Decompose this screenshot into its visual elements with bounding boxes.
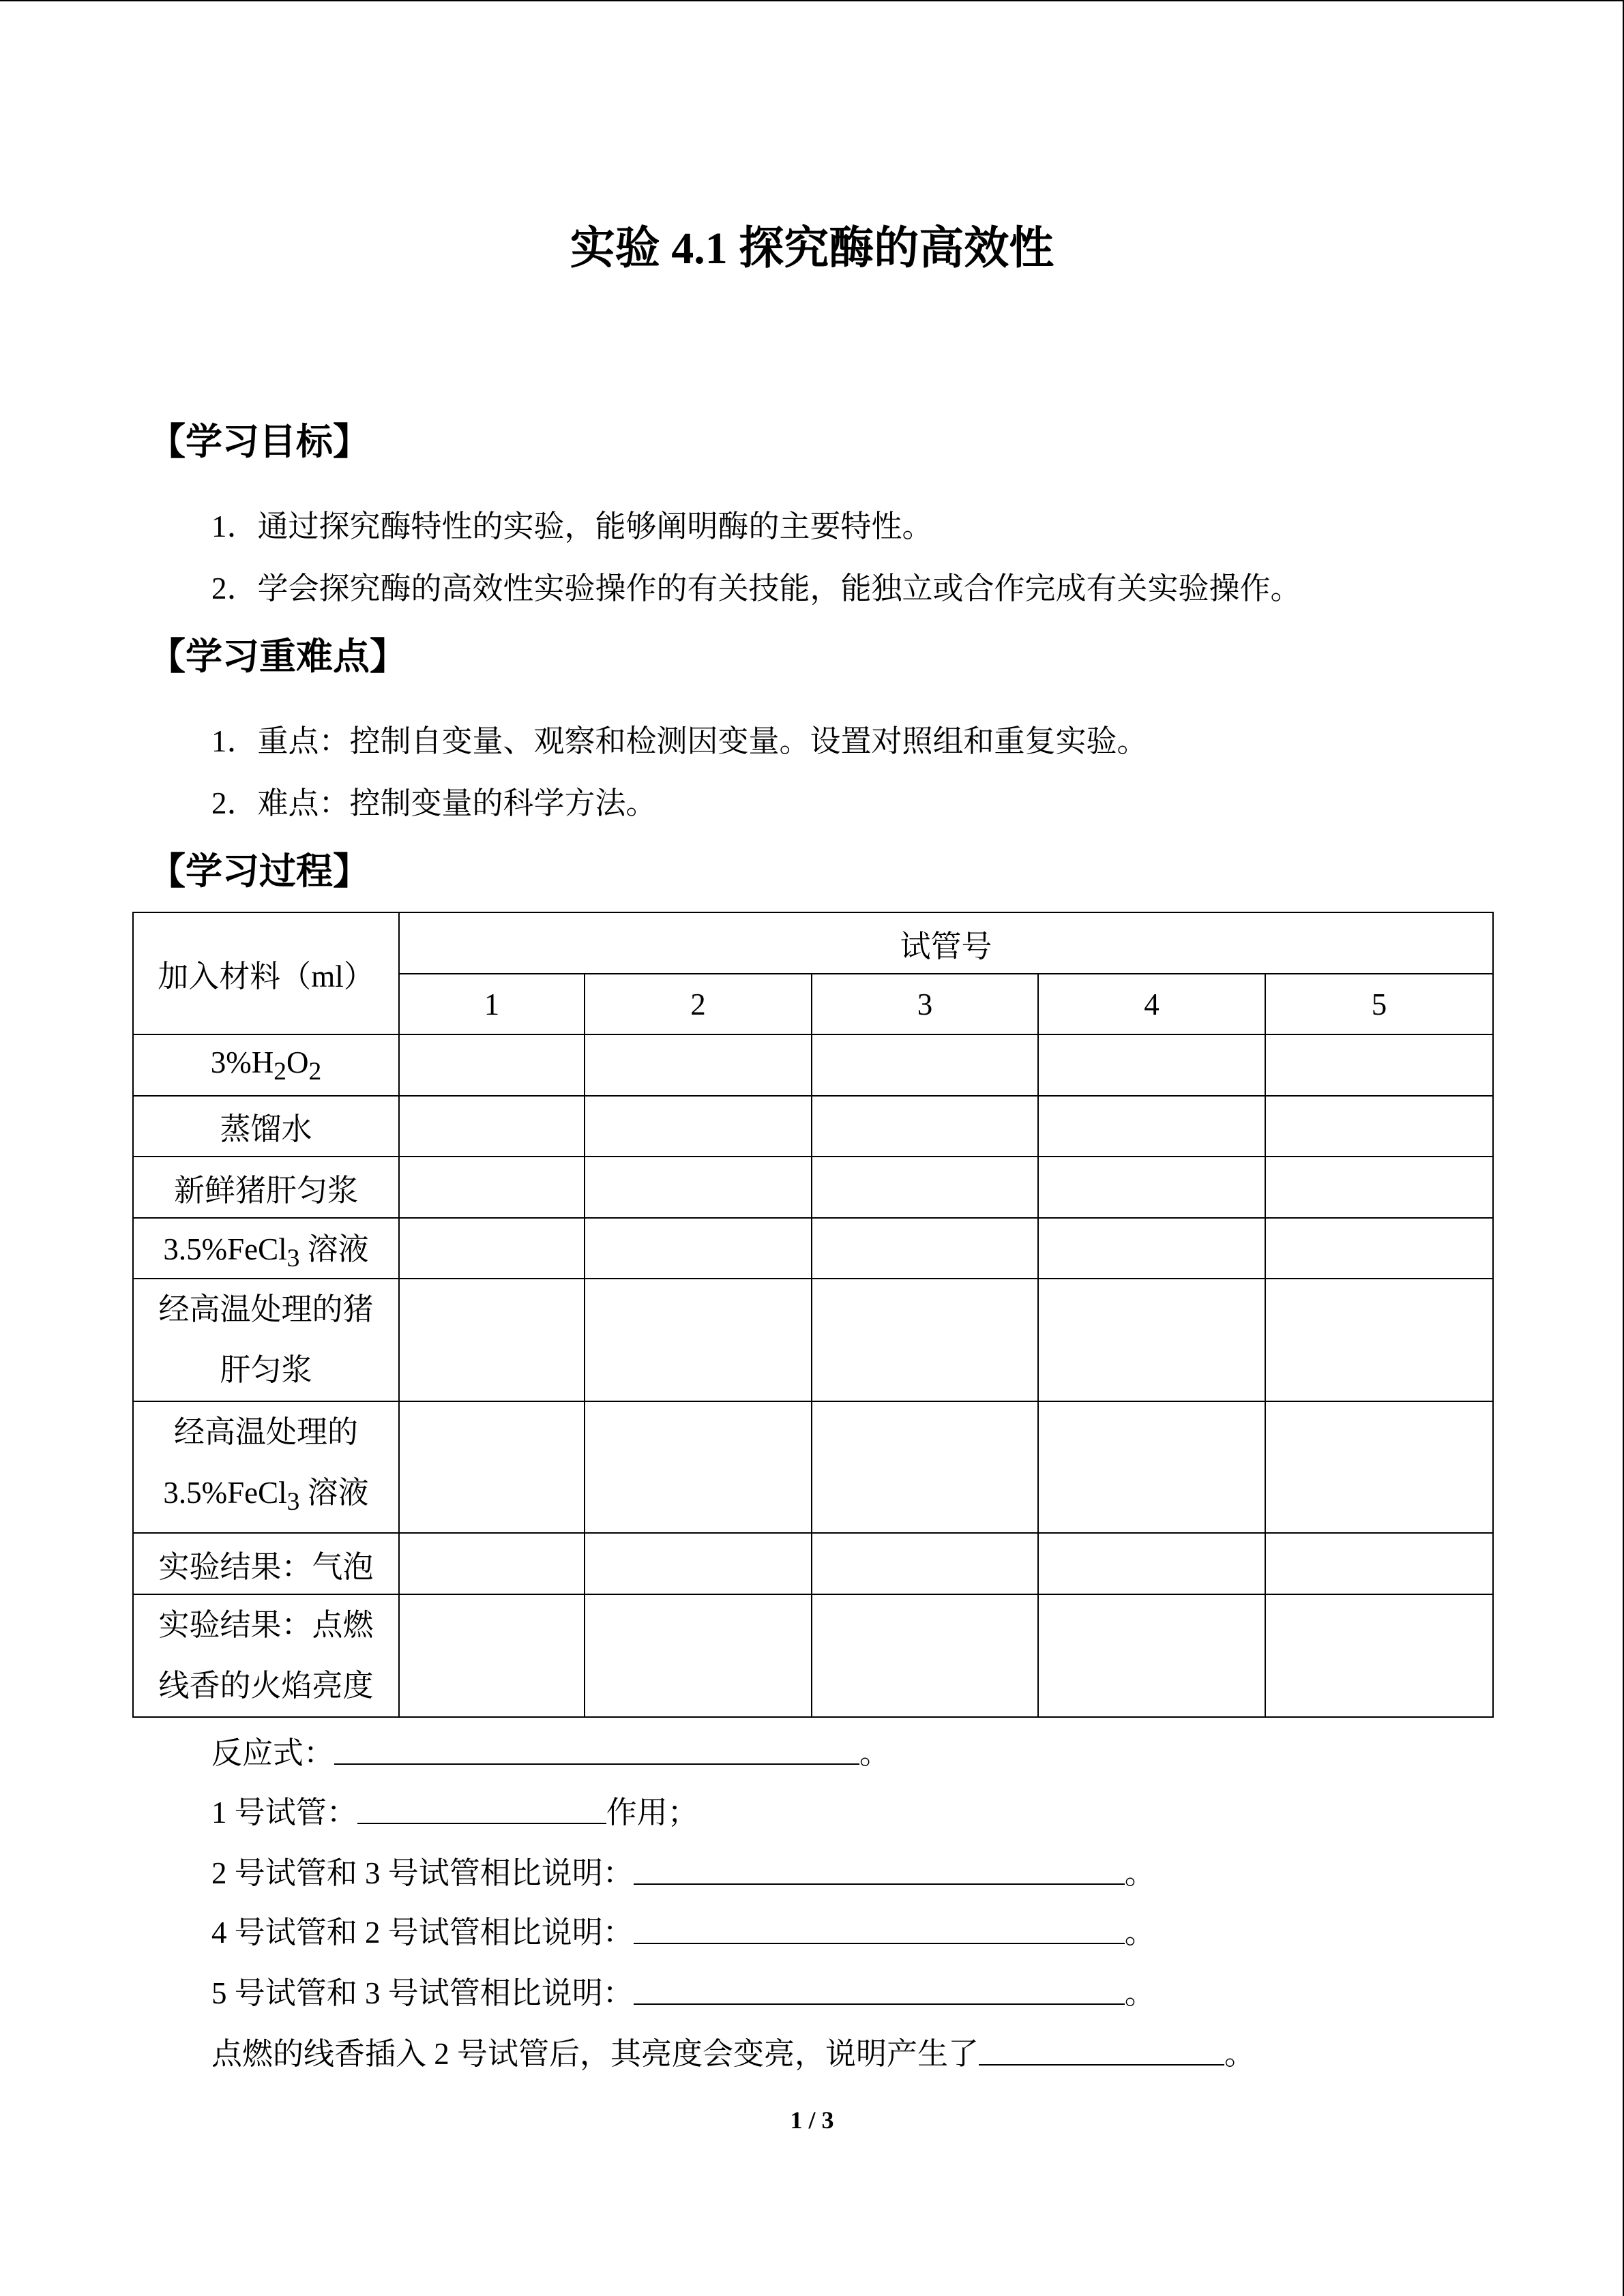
blank-compare-5-3[interactable] xyxy=(634,2003,1125,2005)
table-cell[interactable] xyxy=(812,1034,1038,1096)
table-cell[interactable] xyxy=(585,1533,812,1594)
table-cell[interactable] xyxy=(1265,1401,1493,1533)
table-row-heated-liver xyxy=(133,1279,1493,1401)
table-cell[interactable] xyxy=(1038,1034,1265,1096)
blank-incense[interactable] xyxy=(979,2063,1224,2066)
table-cell[interactable] xyxy=(1265,1594,1493,1717)
table-cell[interactable] xyxy=(585,1034,812,1096)
table-cell[interactable] xyxy=(585,1096,812,1157)
table-row-bubbles xyxy=(133,1533,1493,1594)
table-cell[interactable] xyxy=(1038,1279,1265,1401)
fill-compare-2-3: 2 号试管和 3 号试管相比说明： 。 xyxy=(211,1856,1155,1890)
table-cell[interactable] xyxy=(399,1218,585,1279)
tube-number-4: 4 xyxy=(1038,974,1265,1034)
tube-number-5: 5 xyxy=(1265,974,1493,1034)
row-label-bubbles: 实验结果：气泡 xyxy=(133,1533,399,1594)
table-cell[interactable] xyxy=(585,1279,812,1401)
keypoint-item-1: 1．重点：控制自变量、观察和检测因变量。设置对照组和重复实验。 xyxy=(211,724,1148,758)
table-cell[interactable] xyxy=(812,1096,1038,1157)
section-heading-process: 【学习过程】 xyxy=(149,851,370,892)
table-cell[interactable] xyxy=(1265,1096,1493,1157)
row-label-flame: 实验结果：点燃 线香的火焰亮度 xyxy=(133,1594,399,1717)
keypoint-item-2: 2．难点：控制变量的科学方法。 xyxy=(211,786,657,820)
table-cell[interactable] xyxy=(1038,1533,1265,1594)
objective-item-2: 2．学会探究酶的高效性实验操作的有关技能，能独立或合作完成有关实验操作。 xyxy=(211,571,1301,606)
table-cell[interactable] xyxy=(1265,1279,1493,1401)
table-row-flame xyxy=(133,1594,1493,1717)
table-cell[interactable] xyxy=(812,1279,1038,1401)
table-row-liver xyxy=(133,1157,1493,1218)
table-cell[interactable] xyxy=(585,1401,812,1533)
fill-compare-5-3: 5 号试管和 3 号试管相比说明： 。 xyxy=(211,1976,1155,2010)
table-cell[interactable] xyxy=(1265,1157,1493,1218)
objective-item-1: 1．通过探究酶特性的实验，能够阐明酶的主要特性。 xyxy=(211,509,933,543)
page-title: 实验 4.1 探究酶的高效性 xyxy=(570,224,1054,273)
tube-number-2: 2 xyxy=(585,974,812,1034)
row-label-heated-liver: 经高温处理的猪 肝匀浆 xyxy=(133,1279,399,1401)
row-label-heated-fecl3: 经高温处理的 3.5%FeCl$_3$ 溶液 xyxy=(133,1401,399,1533)
row-label-fecl3: 3.5%FeCl$_3$ 溶液 xyxy=(133,1218,399,1279)
page-number: 1 / 3 xyxy=(790,2106,834,2134)
table-cell[interactable] xyxy=(1038,1218,1265,1279)
row-label-water: 蒸馏水 xyxy=(133,1096,399,1157)
fill-tube1: 1 号试管： 作用； xyxy=(211,1795,698,1830)
table-cell[interactable] xyxy=(399,1096,585,1157)
tube-number-3: 3 xyxy=(812,974,1038,1034)
table-cell[interactable] xyxy=(1265,1533,1493,1594)
blank-compare-4-2[interactable] xyxy=(634,1942,1125,1944)
row-label-liver: 新鲜猪肝匀浆 xyxy=(133,1157,399,1218)
table-cell[interactable] xyxy=(812,1218,1038,1279)
section-heading-objectives: 【学习目标】 xyxy=(149,421,370,462)
table-cell[interactable] xyxy=(1038,1594,1265,1717)
table-cell[interactable] xyxy=(1038,1157,1265,1218)
table-cell[interactable] xyxy=(399,1157,585,1218)
tube-number-1: 1 xyxy=(399,974,585,1034)
table-cell[interactable] xyxy=(812,1157,1038,1218)
blank-tube1[interactable] xyxy=(357,1822,606,1824)
table-cell[interactable] xyxy=(585,1594,812,1717)
experiment-table xyxy=(132,912,1494,1718)
table-cell[interactable] xyxy=(399,1034,585,1096)
table-cell[interactable] xyxy=(1038,1096,1265,1157)
fill-compare-4-2: 4 号试管和 2 号试管相比说明： 。 xyxy=(211,1915,1155,1950)
table-cell[interactable] xyxy=(812,1401,1038,1533)
table-row-fecl3 xyxy=(133,1218,1493,1279)
table-row-h2o2 xyxy=(133,1034,1493,1096)
table-cell[interactable] xyxy=(1265,1034,1493,1096)
table-cell[interactable] xyxy=(1038,1401,1265,1533)
blank-compare-2-3[interactable] xyxy=(634,1883,1125,1885)
table-cell[interactable] xyxy=(399,1279,585,1401)
row-label-h2o2: $3\%H_2O_2$ xyxy=(133,1034,399,1096)
table-cell[interactable] xyxy=(812,1594,1038,1717)
table-corner-label: 加入材料（ml） xyxy=(133,912,399,1034)
table-cell[interactable] xyxy=(585,1157,812,1218)
table-cell[interactable] xyxy=(812,1533,1038,1594)
tube-number-header: 试管号 xyxy=(399,912,1493,974)
table-cell[interactable] xyxy=(399,1401,585,1533)
section-heading-keypoints: 【学习重难点】 xyxy=(149,636,407,677)
table-cell[interactable] xyxy=(399,1594,585,1717)
blank-reaction[interactable] xyxy=(334,1763,859,1765)
table-cell[interactable] xyxy=(1265,1218,1493,1279)
table-row-water xyxy=(133,1096,1493,1157)
table-cell[interactable] xyxy=(585,1218,812,1279)
fill-reaction: 反应式： 。 xyxy=(211,1736,891,1770)
table-cell[interactable] xyxy=(399,1533,585,1594)
table-row-heated-fecl3 xyxy=(133,1401,1493,1533)
fill-incense: 点燃的线香插入 2 号试管后，其亮度会变亮，说明产生了 。 xyxy=(211,2037,1256,2071)
